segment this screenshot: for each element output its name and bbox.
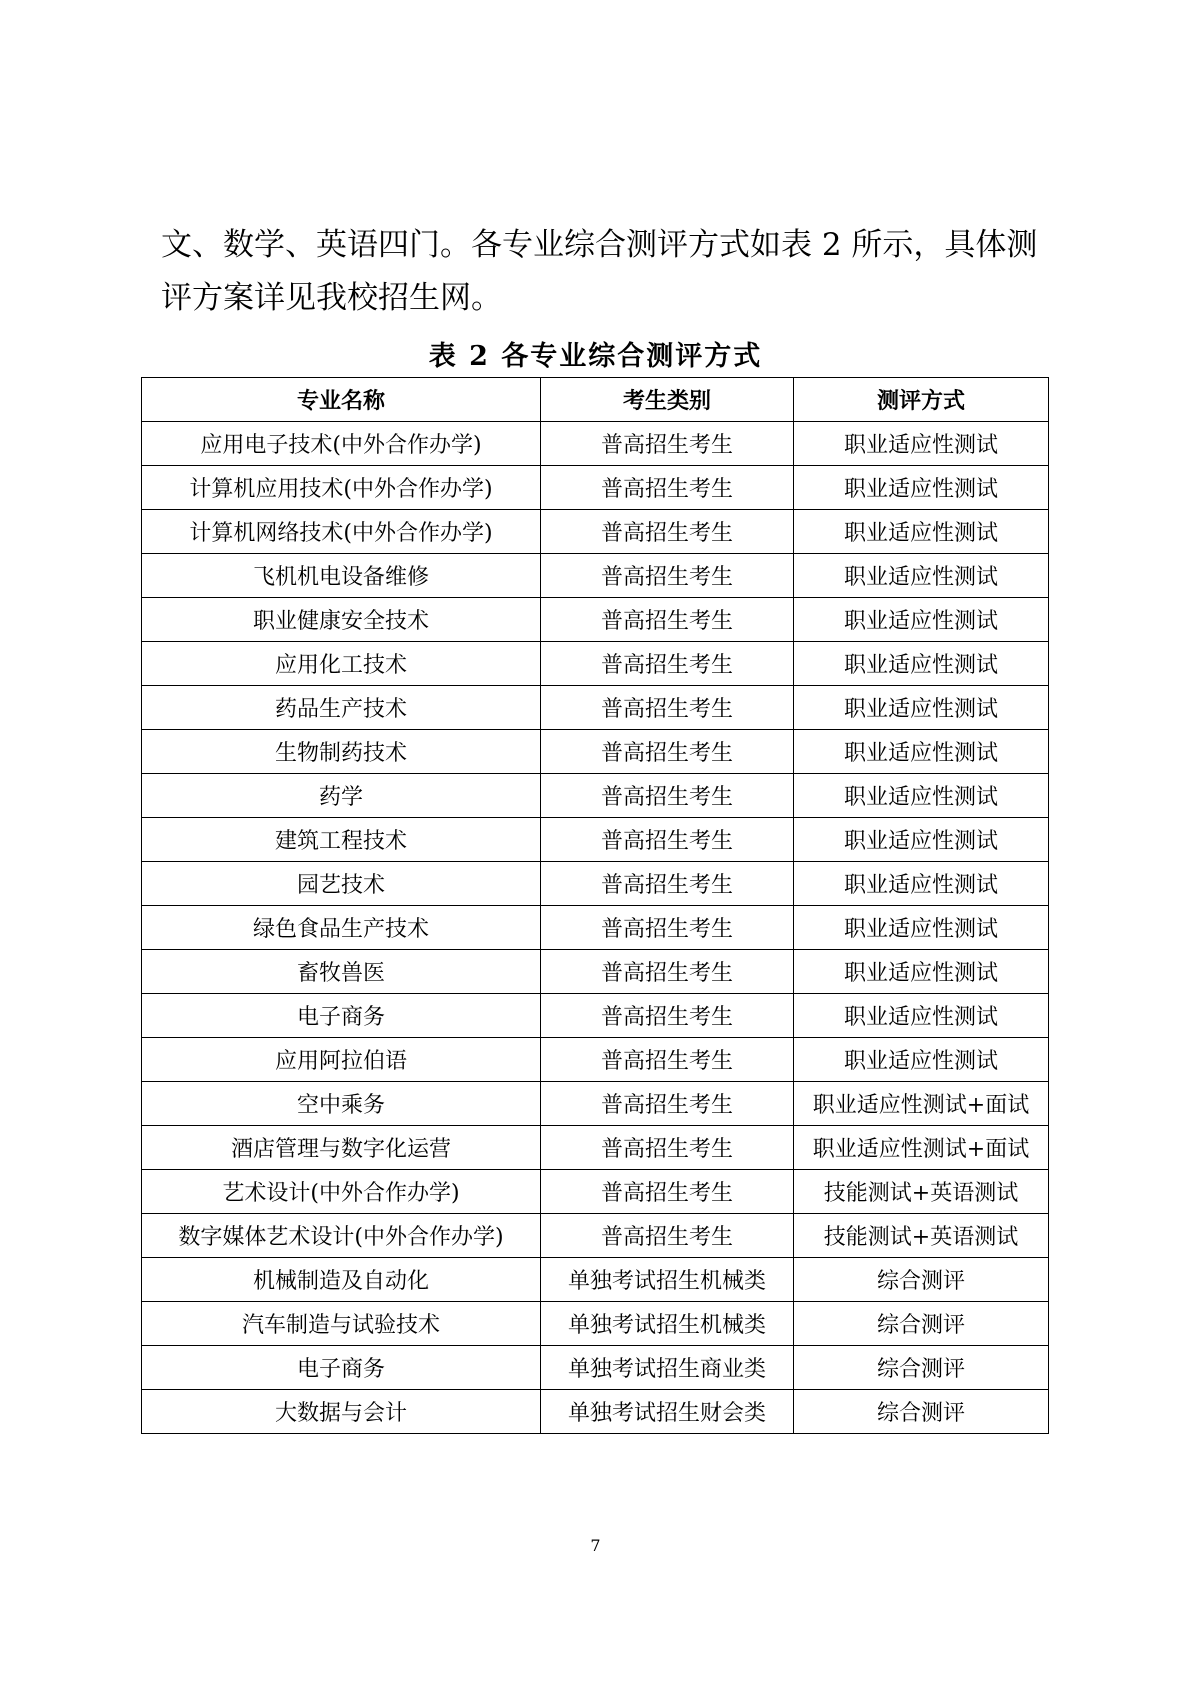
cell-category: 普高招生考生 [541,1214,794,1258]
table-row [142,906,1049,950]
cell-category: 普高招生考生 [541,774,794,818]
cell-method: 职业适应性测试 [794,422,1049,466]
paragraph-line-1: 文、数学、英语四门。各专业综合测评方式如表 2 所示，具体测 [161,227,1038,263]
cell-method: 职业适应性测试 [794,554,1049,598]
page-number: 7 [590,1536,601,1555]
cell-method: 综合测评 [794,1302,1049,1346]
cell-method: 综合测评 [794,1258,1049,1302]
cell-major: 数字媒体艺术设计(中外合作办学) [142,1214,541,1258]
cell-method: 职业适应性测试 [794,510,1049,554]
table-row [142,554,1049,598]
table-row [142,1170,1049,1214]
cell-category: 单独考试招生机械类 [541,1258,794,1302]
cell-category: 普高招生考生 [541,422,794,466]
cell-major: 汽车制造与试验技术 [142,1302,541,1346]
table-row [142,994,1049,1038]
cell-category: 普高招生考生 [541,950,794,994]
cell-method: 职业适应性测试 [794,818,1049,862]
cell-major: 空中乘务 [142,1082,541,1126]
cell-method: 职业适应性测试 [794,994,1049,1038]
cell-method: 职业适应性测试+面试 [794,1126,1049,1170]
cell-category: 普高招生考生 [541,1082,794,1126]
table-row [142,642,1049,686]
cell-major: 艺术设计(中外合作办学) [142,1170,541,1214]
cell-method: 综合测评 [794,1390,1049,1434]
cell-major: 计算机应用技术(中外合作办学) [142,466,541,510]
cell-category: 普高招生考生 [541,994,794,1038]
table-row [142,730,1049,774]
cell-category: 普高招生考生 [541,906,794,950]
table-body [142,422,1049,1434]
cell-method: 技能测试+英语测试 [794,1214,1049,1258]
table-row [142,1346,1049,1390]
cell-method: 职业适应性测试 [794,466,1049,510]
header-method: 测评方式 [794,378,1049,422]
table-row [142,774,1049,818]
table-row [142,466,1049,510]
cell-category: 普高招生考生 [541,1038,794,1082]
header-major: 专业名称 [142,378,541,422]
cell-major: 机械制造及自动化 [142,1258,541,1302]
cell-method: 职业适应性测试 [794,598,1049,642]
table-row [142,1390,1049,1434]
cell-method: 职业适应性测试 [794,730,1049,774]
cell-major: 应用阿拉伯语 [142,1038,541,1082]
cell-major: 园艺技术 [142,862,541,906]
table-row [142,1038,1049,1082]
cell-method: 职业适应性测试 [794,1038,1049,1082]
cell-major: 飞机机电设备维修 [142,554,541,598]
cell-category: 普高招生考生 [541,730,794,774]
table-title: 表 2 各专业综合测评方式 [428,341,763,372]
cell-method: 职业适应性测试 [794,950,1049,994]
table-row [142,1214,1049,1258]
table-row [142,862,1049,906]
cell-category: 普高招生考生 [541,1170,794,1214]
cell-major: 应用化工技术 [142,642,541,686]
cell-major: 职业健康安全技术 [142,598,541,642]
paragraph-line-2: 评方案详见我校招生网。 [161,280,502,316]
table-header-row [142,378,1049,422]
cell-major: 绿色食品生产技术 [142,906,541,950]
table-row [142,1302,1049,1346]
table-row [142,950,1049,994]
cell-category: 普高招生考生 [541,510,794,554]
cell-major: 建筑工程技术 [142,818,541,862]
cell-major: 药品生产技术 [142,686,541,730]
cell-method: 技能测试+英语测试 [794,1170,1049,1214]
cell-method: 综合测评 [794,1346,1049,1390]
cell-major: 电子商务 [142,1346,541,1390]
cell-major: 计算机网络技术(中外合作办学) [142,510,541,554]
table-row [142,422,1049,466]
cell-major: 酒店管理与数字化运营 [142,1126,541,1170]
table-row [142,818,1049,862]
cell-category: 普高招生考生 [541,598,794,642]
evaluation-table [141,377,1049,1434]
cell-method: 职业适应性测试 [794,906,1049,950]
cell-major: 电子商务 [142,994,541,1038]
cell-method: 职业适应性测试+面试 [794,1082,1049,1126]
cell-method: 职业适应性测试 [794,686,1049,730]
table-row [142,1126,1049,1170]
cell-major: 生物制药技术 [142,730,541,774]
cell-major: 大数据与会计 [142,1390,541,1434]
table-row [142,1082,1049,1126]
cell-method: 职业适应性测试 [794,642,1049,686]
cell-category: 单独考试招生财会类 [541,1390,794,1434]
cell-category: 普高招生考生 [541,466,794,510]
cell-major: 应用电子技术(中外合作办学) [142,422,541,466]
cell-category: 普高招生考生 [541,642,794,686]
cell-category: 普高招生考生 [541,1126,794,1170]
cell-major: 畜牧兽医 [142,950,541,994]
table-row [142,598,1049,642]
cell-major: 药学 [142,774,541,818]
table-row [142,1258,1049,1302]
table-row [142,686,1049,730]
cell-category: 普高招生考生 [541,554,794,598]
cell-category: 普高招生考生 [541,862,794,906]
cell-category: 单独考试招生机械类 [541,1302,794,1346]
cell-category: 普高招生考生 [541,818,794,862]
cell-category: 普高招生考生 [541,686,794,730]
cell-category: 单独考试招生商业类 [541,1346,794,1390]
cell-method: 职业适应性测试 [794,862,1049,906]
cell-method: 职业适应性测试 [794,774,1049,818]
header-category: 考生类别 [541,378,794,422]
table-row [142,510,1049,554]
